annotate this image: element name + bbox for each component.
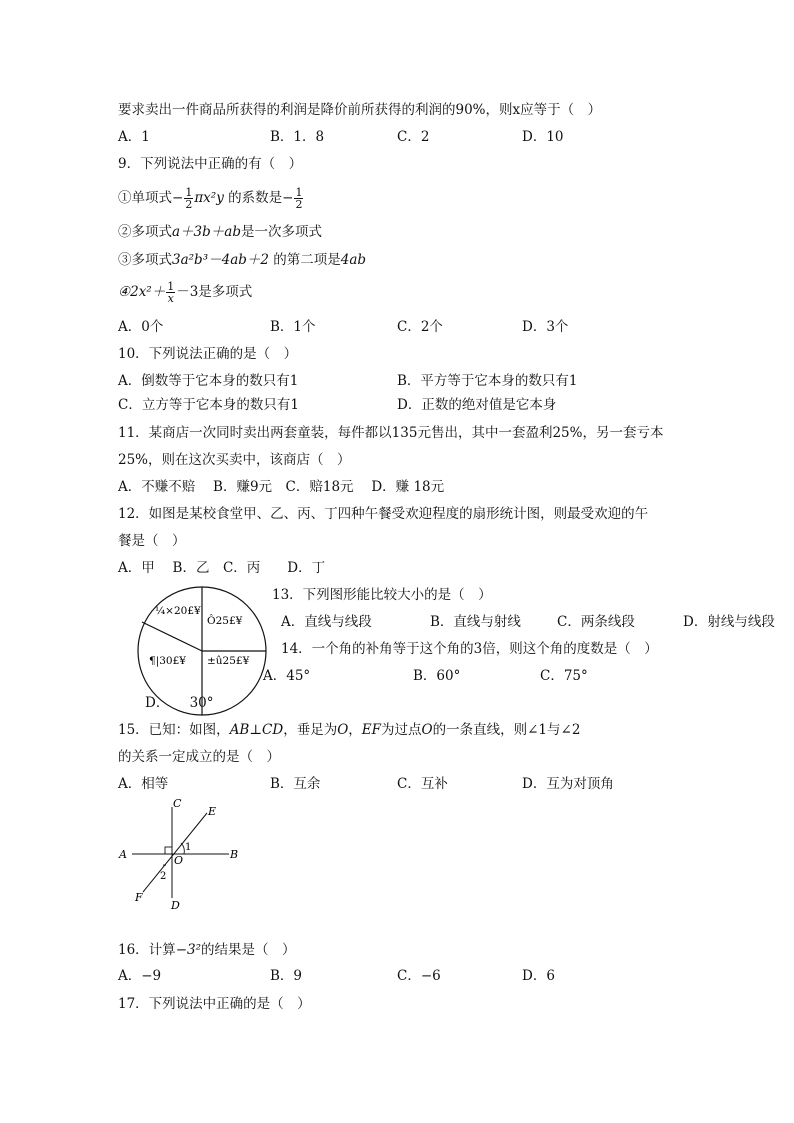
q9-option-c: C．2个 [397, 319, 443, 335]
q16-option-b: B．9 [270, 968, 303, 984]
point-label-a: A [119, 848, 127, 861]
q11-stem-line-1: 11．某商店一次同时卖出两套童装，每件都以135元售出，其中一套盈利25%，另一套亏本 [118, 425, 664, 441]
q13-option-b: B．直线与射线 [430, 614, 521, 630]
q12-stem-line-2: 餐是（ ） [118, 533, 186, 549]
q11-options: A．不赚不赔 B．赚9元 C．赔18元 D．赚 18元 [118, 479, 445, 495]
q16-stem-expr: −3² [175, 942, 201, 958]
q13-option-c: C．两条线段 [557, 614, 635, 630]
q9-s2-post: 是一次多项式 [240, 224, 322, 240]
fraction-denominator: 2 [185, 198, 193, 211]
q9-statement-3 [118, 251, 366, 269]
q9-s4-fraction [166, 281, 175, 304]
q9-statement-2 [118, 223, 322, 241]
q9-s1-minus: − [172, 190, 184, 206]
fraction-numerator: 1 [295, 186, 303, 199]
q14-option-a: A．45° [263, 668, 311, 684]
q9-s3-expr: 3a²b³－4ab＋2 [172, 252, 269, 268]
pie-label-jia: ¼×20£¥ [155, 605, 201, 617]
q13-option-d: D．射线与线段 [683, 614, 775, 630]
q9-s2-pre: ②多项式 [118, 224, 172, 240]
q10-option-c: C．立方等于它本身的数只有1 [118, 397, 299, 413]
point-label-b: B [230, 848, 239, 861]
q9-s3-end: 4ab [340, 252, 367, 268]
angle-label-2: 2 [160, 871, 167, 882]
q13-stem: 13．下列图形能比较大小的是（ ） [272, 587, 492, 603]
q9-s3-pre: ③多项式 [118, 252, 172, 268]
q15-l1-mid2: ， [348, 722, 362, 738]
fraction-numerator: 1 [185, 186, 193, 199]
q8-option-c: C．2 [397, 129, 430, 145]
q14-option-d: D． 30° [145, 695, 214, 711]
fraction-denominator: x [167, 292, 174, 305]
q12-options: A．甲 B．乙 C．丙 D．丁 [118, 560, 326, 576]
fraction-denominator: 2 [295, 198, 303, 211]
q9-stem: 9．下列说法中正确的有（ ） [118, 156, 303, 172]
q9-statement-1 [118, 185, 304, 211]
q10-option-d: D．正数的绝对值是它本身 [397, 397, 557, 413]
q15-l1-o2: O [421, 722, 433, 738]
q15-l1-mid1: ，垂足为 [283, 722, 338, 738]
q14-stem: 14．一个角的补角等于这个角的3倍，则这个角的度数是（ ） [281, 641, 658, 657]
q16-option-c: C．−6 [397, 968, 441, 984]
point-label-f: F [135, 891, 143, 904]
q9-s1-mid: 的系数是 [228, 190, 283, 206]
q11-stem-line-2: 25%，则在这次买卖中，该商店（ ） [118, 452, 351, 468]
pie-label-ding: ¶|30£¥ [149, 655, 186, 667]
q15-l1-pre: 15．已知：如图， [118, 722, 230, 738]
q16-stem [118, 941, 296, 959]
q9-option-a: A．0个 [118, 319, 164, 335]
q9-option-d: D．3个 [522, 319, 569, 335]
point-label-e: E [208, 805, 217, 818]
q9-s3-mid: 的第二项是 [273, 252, 341, 268]
right-angle-mark [165, 847, 172, 854]
q16-option-a: A．−9 [118, 968, 162, 984]
line-ef [143, 813, 207, 892]
q10-option-b: B．平方等于它本身的数只有1 [397, 373, 578, 389]
q14-option-b: B．60° [413, 668, 461, 684]
q15-l1-o: O [337, 722, 349, 738]
q9-s4-post: －3是多项式 [176, 284, 253, 300]
q9-s1-coef-minus: − [282, 190, 294, 206]
q8-option-b: B．1．8 [270, 129, 325, 145]
q9-s1-fraction [184, 187, 193, 210]
q9-statement-4 [118, 279, 252, 305]
q15-l1-ef: EF [361, 722, 382, 738]
point-label-o: O [174, 854, 184, 867]
q16-stem-post: 的结果是（ ） [201, 942, 296, 958]
pie-label-yi: Ô25£¥ [207, 615, 243, 627]
q15-option-d: D．互为对顶角 [522, 776, 614, 792]
q8-option-d: D．10 [522, 129, 564, 145]
q10-option-a: A．倒数等于它本身的数只有1 [118, 373, 299, 389]
q10-stem: 10．下列说法正确的是（ ） [118, 346, 298, 362]
q15-stem-line-2: 的关系一定成立的是（ ） [118, 749, 280, 765]
perpendicular-lines-figure [115, 795, 245, 915]
q16-option-d: D．6 [522, 968, 555, 984]
q9-s1-monomial: πx²y [194, 190, 224, 206]
q15-l1-ab-perp-cd: AB⊥CD [229, 722, 284, 738]
fraction-numerator: 1 [167, 280, 175, 293]
q12-stem-line-1: 12．如图是某校食堂甲、乙、丙、丁四种午餐受欢迎程度的扇形统计图，则最受欢迎的午 [118, 506, 649, 522]
q16-stem-pre: 16．计算 [118, 942, 176, 958]
point-label-d: D [171, 899, 180, 912]
q15-l1-end: 的一条直线，则∠1与∠2 [432, 722, 581, 738]
q13-option-a: A．直线与线段 [281, 614, 372, 630]
q17-stem: 17．下列说法中正确的是（ ） [118, 996, 311, 1012]
q9-s1-coef-fraction [294, 187, 303, 210]
q14-option-c: C．75° [540, 668, 588, 684]
pie-label-bing: ±û25£¥ [207, 655, 250, 667]
q8-stem: 要求卖出一件商品所获得的利润是降价前所获得的利润的90%，则x应等于（ ） [118, 102, 602, 118]
q15-stem-line-1 [118, 721, 580, 739]
q15-option-b: B．互余 [270, 776, 321, 792]
q15-l1-mid3: 为过点 [381, 722, 422, 738]
point-label-c: C [173, 797, 182, 810]
q15-option-c: C．互补 [397, 776, 448, 792]
pie-divider-upper-left [142, 622, 202, 651]
q8-option-a: A．1 [118, 129, 150, 145]
q9-s2-expr: a＋3b＋ab [172, 224, 241, 240]
angle-label-1: 1 [185, 842, 192, 853]
q9-s4-pre: ④2x²＋ [118, 284, 166, 300]
q9-s1-pre: ①单项式 [118, 190, 172, 206]
q15-option-a: A．相等 [118, 776, 169, 792]
q9-option-b: B．1个 [270, 319, 316, 335]
